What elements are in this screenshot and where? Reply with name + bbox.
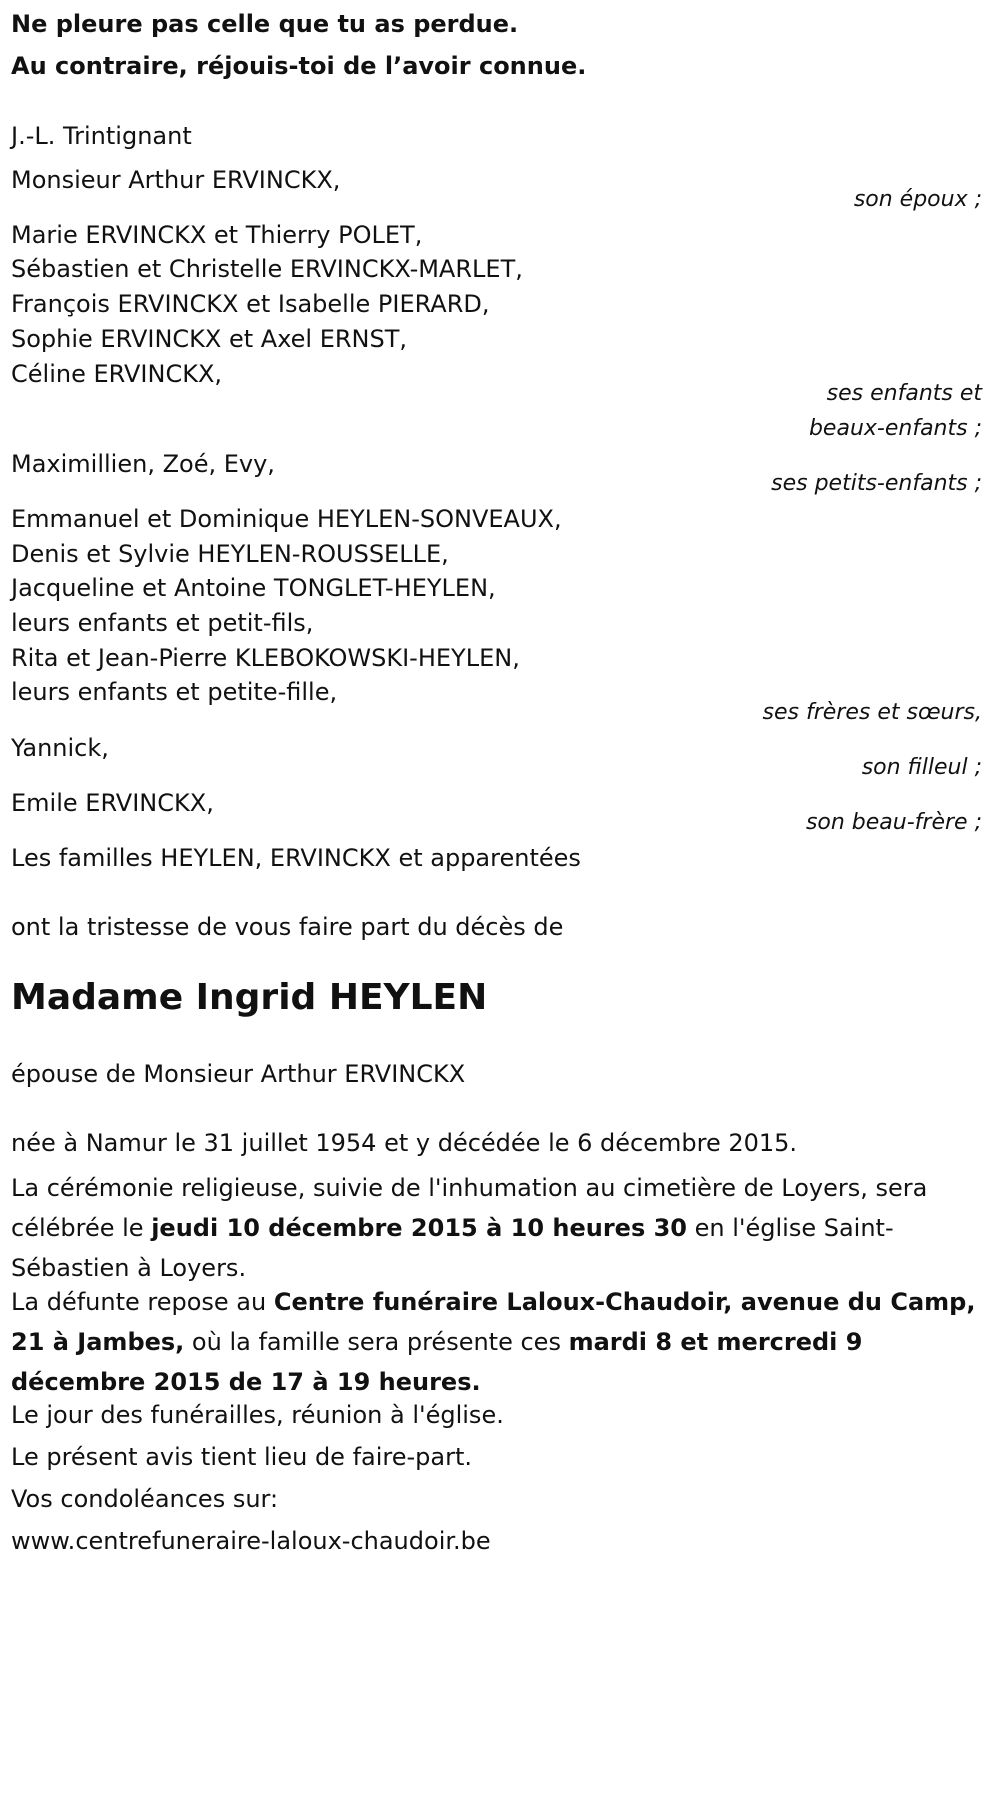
announcement: ont la tristesse de vous faire part du décès de: [11, 913, 564, 941]
quote-line-2: Au contraire, réjouis-toi de l’avoir connue.: [11, 52, 587, 80]
visit-dates: mardi 8 et mercredi 9 décembre 2015 de 17 à 19 heures.: [11, 1328, 863, 1396]
child-name: François ERVINCKX et Isabelle PIERARD,: [11, 290, 490, 318]
sibling-line: Denis et Sylvie HEYLEN-ROUSSELLE,: [11, 540, 449, 568]
siblings-role: ses frères et sœurs,: [762, 700, 982, 725]
rest-text-2: où la famille sera présente ces: [184, 1328, 569, 1356]
children-role-line-2: beaux-enfants ;: [808, 416, 982, 441]
condolences-label: Vos condoléances sur:: [11, 1485, 279, 1513]
children-role-line-1: ses enfants et: [826, 381, 982, 406]
child-name: Sébastien et Christelle ERVINCKX-MARLET,: [11, 255, 523, 283]
child-name: Sophie ERVINCKX et Axel ERNST,: [11, 325, 408, 353]
grandchildren-role: ses petits-enfants ;: [771, 471, 982, 496]
grandchildren-names: Maximillien, Zoé, Evy,: [11, 450, 275, 478]
rest-paragraph: [11, 1282, 986, 1402]
sibling-line: Emmanuel et Dominique HEYLEN-SONVEAUX,: [11, 505, 562, 533]
related-families: Les familles HEYLEN, ERVINCKX et apparentées: [11, 844, 581, 872]
sibling-line: leurs enfants et petite-fille,: [11, 678, 338, 706]
sibling-line: Rita et Jean-Pierre KLEBOKOWSKI-HEYLEN,: [11, 644, 520, 672]
ceremony-date: jeudi 10 décembre 2015 à 10 heures 30: [151, 1214, 687, 1242]
spouse-role: son époux ;: [853, 187, 982, 212]
funeral-day: Le jour des funérailles, réunion à l'église.: [11, 1401, 504, 1429]
child-name: Céline ERVINCKX,: [11, 360, 223, 388]
notice-statement: Le présent avis tient lieu de faire-part.: [11, 1443, 473, 1471]
obituary-notice: [11, 0, 991, 1798]
ceremony-text-1: La cérémonie religieuse, suivie de l'inhumation au cimetière de Loyers, sera célébrée le: [11, 1174, 928, 1242]
rest-place: Centre funéraire Laloux-Chaudoir, avenue du Camp, 21 à Jambes,: [11, 1288, 976, 1356]
ceremony-paragraph: [11, 1168, 986, 1288]
sibling-line: Jacqueline et Antoine TONGLET-HEYLEN,: [11, 574, 496, 602]
ceremony-text-2: en l'église Saint-Sébastien à Loyers.: [11, 1214, 894, 1282]
godson-role: son filleul ;: [861, 755, 982, 780]
quote-line-1: Ne pleure pas celle que tu as perdue.: [11, 10, 519, 38]
sibling-line: leurs enfants et petit-fils,: [11, 609, 314, 637]
spouse-name: Monsieur Arthur ERVINCKX,: [11, 166, 341, 194]
spouse-of: épouse de Monsieur Arthur ERVINCKX: [11, 1060, 466, 1088]
brother-in-law-role: son beau-frère ;: [805, 810, 982, 835]
quote-author: J.-L. Trintignant: [11, 122, 192, 150]
brother-in-law-name: Emile ERVINCKX,: [11, 789, 214, 817]
deceased-name: Madame Ingrid HEYLEN: [11, 977, 488, 1018]
rest-text-1: La défunte repose au: [11, 1288, 274, 1316]
godson-name: Yannick,: [11, 734, 109, 762]
child-name: Marie ERVINCKX et Thierry POLET,: [11, 221, 423, 249]
birth-death: née à Namur le 31 juillet 1954 et y décédée le 6 décembre 2015.: [11, 1129, 798, 1157]
website-link[interactable]: www.centrefuneraire-laloux-chaudoir.be: [11, 1527, 491, 1555]
